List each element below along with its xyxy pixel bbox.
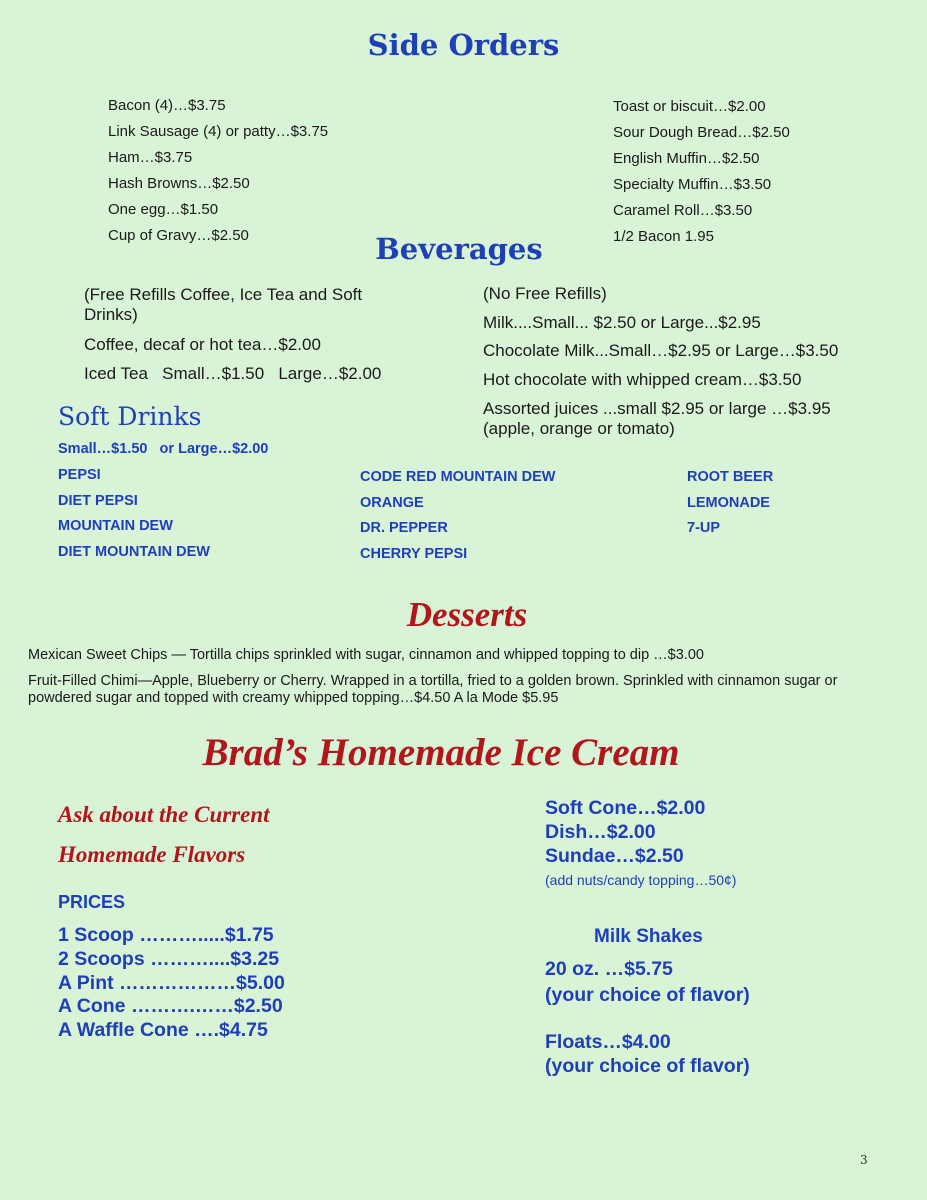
desserts-item-1: Mexican Sweet Chips — Tortilla chips sprinkled with sugar, cinnamon and whipped topping to dip …$3.00 [28,647,704,663]
side-orders-title: Side Orders [367,28,560,62]
soft-serve-list [545,797,705,868]
menu-item: (Free Refills Coffee, Ice Tea and Soft Drinks) [84,285,363,324]
menu-item: Sour Dough Bread…$2.50 [613,124,790,141]
desserts-title: Desserts [406,595,528,634]
beverages-left-list [84,285,414,388]
ice-cream-title: Brad’s Homemade Ice Cream [202,731,680,774]
price-row: Soft Cone…$2.00 [545,797,706,819]
list-item: DIET MOUNTAIN DEW [58,543,210,560]
soft-drinks-col-3 [687,465,773,542]
milk-shakes-label: Milk Shakes [594,926,703,947]
menu-item: Assorted juices ...small $2.95 or large …$3.95 (apple, orange or tomato) [483,399,831,438]
menu-item: Ham…$3.75 [108,149,193,166]
menu-item: Specialty Muffin…$3.50 [613,176,772,193]
price-row: 20 oz. …$5.75 [545,958,673,980]
price-row: A Cone ……….……$2.50 [58,995,283,1018]
soft-drinks-col-1 [58,463,210,565]
menu-item: Toast or biscuit…$2.00 [613,98,766,115]
soft-drinks-col-2 [360,465,555,567]
desserts-item-2: Fruit-Filled Chimi—Apple, Blueberry or Cherry. Wrapped in a tortilla, fried to a golden brown. Sprinkled with cinnamon sugar or powdered sugar and topped with creamy whipped topping…$4.50 A la Mode $5.95 [28,673,838,706]
ask-flavors-line-1: Ask about the Current [58,802,270,827]
ice-cream-prices-list [58,924,285,1043]
list-item: ORANGE [360,494,424,511]
menu-item: Caramel Roll…$3.50 [613,202,753,219]
price-row: Dish…$2.00 [545,820,656,843]
menu-item: 1/2 Bacon 1.95 [613,228,714,245]
toppings-note: (add nuts/candy topping…50¢) [545,872,737,888]
page-number: 3 [860,1153,868,1167]
list-item: PEPSI [58,467,101,483]
prices-label: PRICES [58,892,126,912]
menu-item: Coffee, decaf or hot tea…$2.00 [84,335,321,354]
milk-shake-info [545,956,750,1008]
menu-item: (No Free Refills) [483,284,607,303]
price-row: A Waffle Cone ….$4.75 [58,1019,268,1042]
list-item: MOUNTAIN DEW [58,518,173,534]
price-row: 1 Scoop ……….....$1.75 [58,924,274,946]
menu-item: Bacon (4)…$3.75 [108,97,226,114]
beverages-right-list [483,280,893,439]
list-item: LEMONADE [687,494,770,511]
list-item: DR. PEPPER [360,520,448,536]
list-item: CODE RED MOUNTAIN DEW [360,469,556,485]
price-row: Floats…$4.00 [545,1031,671,1053]
list-item: ROOT BEER [687,469,774,485]
menu-item: Link Sausage (4) or patty…$3.75 [108,123,329,140]
menu-item: English Muffin…$2.50 [613,150,760,167]
beverages-title: Beverages [375,232,543,266]
menu-item: One egg…$1.50 [108,201,219,218]
menu-item: Hash Browns…$2.50 [108,175,250,192]
list-item: CHERRY PEPSI [360,545,468,562]
menu-item: Cup of Gravy…$2.50 [108,227,249,244]
price-row: (your choice of flavor) [545,984,750,1006]
menu-item: Iced Tea Small…$1.50 Large…$2.00 [84,363,382,383]
side-orders-left-list [108,93,328,249]
menu-item: Chocolate Milk...Small…$2.95 or Large…$3.50 [483,341,839,360]
price-row: (your choice of flavor) [545,1055,750,1077]
list-item: 7-UP [687,520,721,536]
menu-item: Hot chocolate with whipped cream…$3.50 [483,369,802,389]
soft-drinks-prices: Small…$1.50 or Large…$2.00 [58,441,269,457]
side-orders-right-list [613,94,790,250]
soft-drinks-title: Soft Drinks [58,402,202,431]
price-row: 2 Scoops ………....$3.25 [58,947,280,970]
menu-item: Milk....Small... $2.50 or Large...$2.95 [483,312,761,332]
price-row: Sundae…$2.50 [545,844,684,867]
ask-flavors-line-2: Homemade Flavors [58,842,246,867]
list-item: DIET PEPSI [58,492,138,509]
price-row: A Pint ………………$5.00 [58,971,285,994]
floats-info [545,1030,750,1078]
